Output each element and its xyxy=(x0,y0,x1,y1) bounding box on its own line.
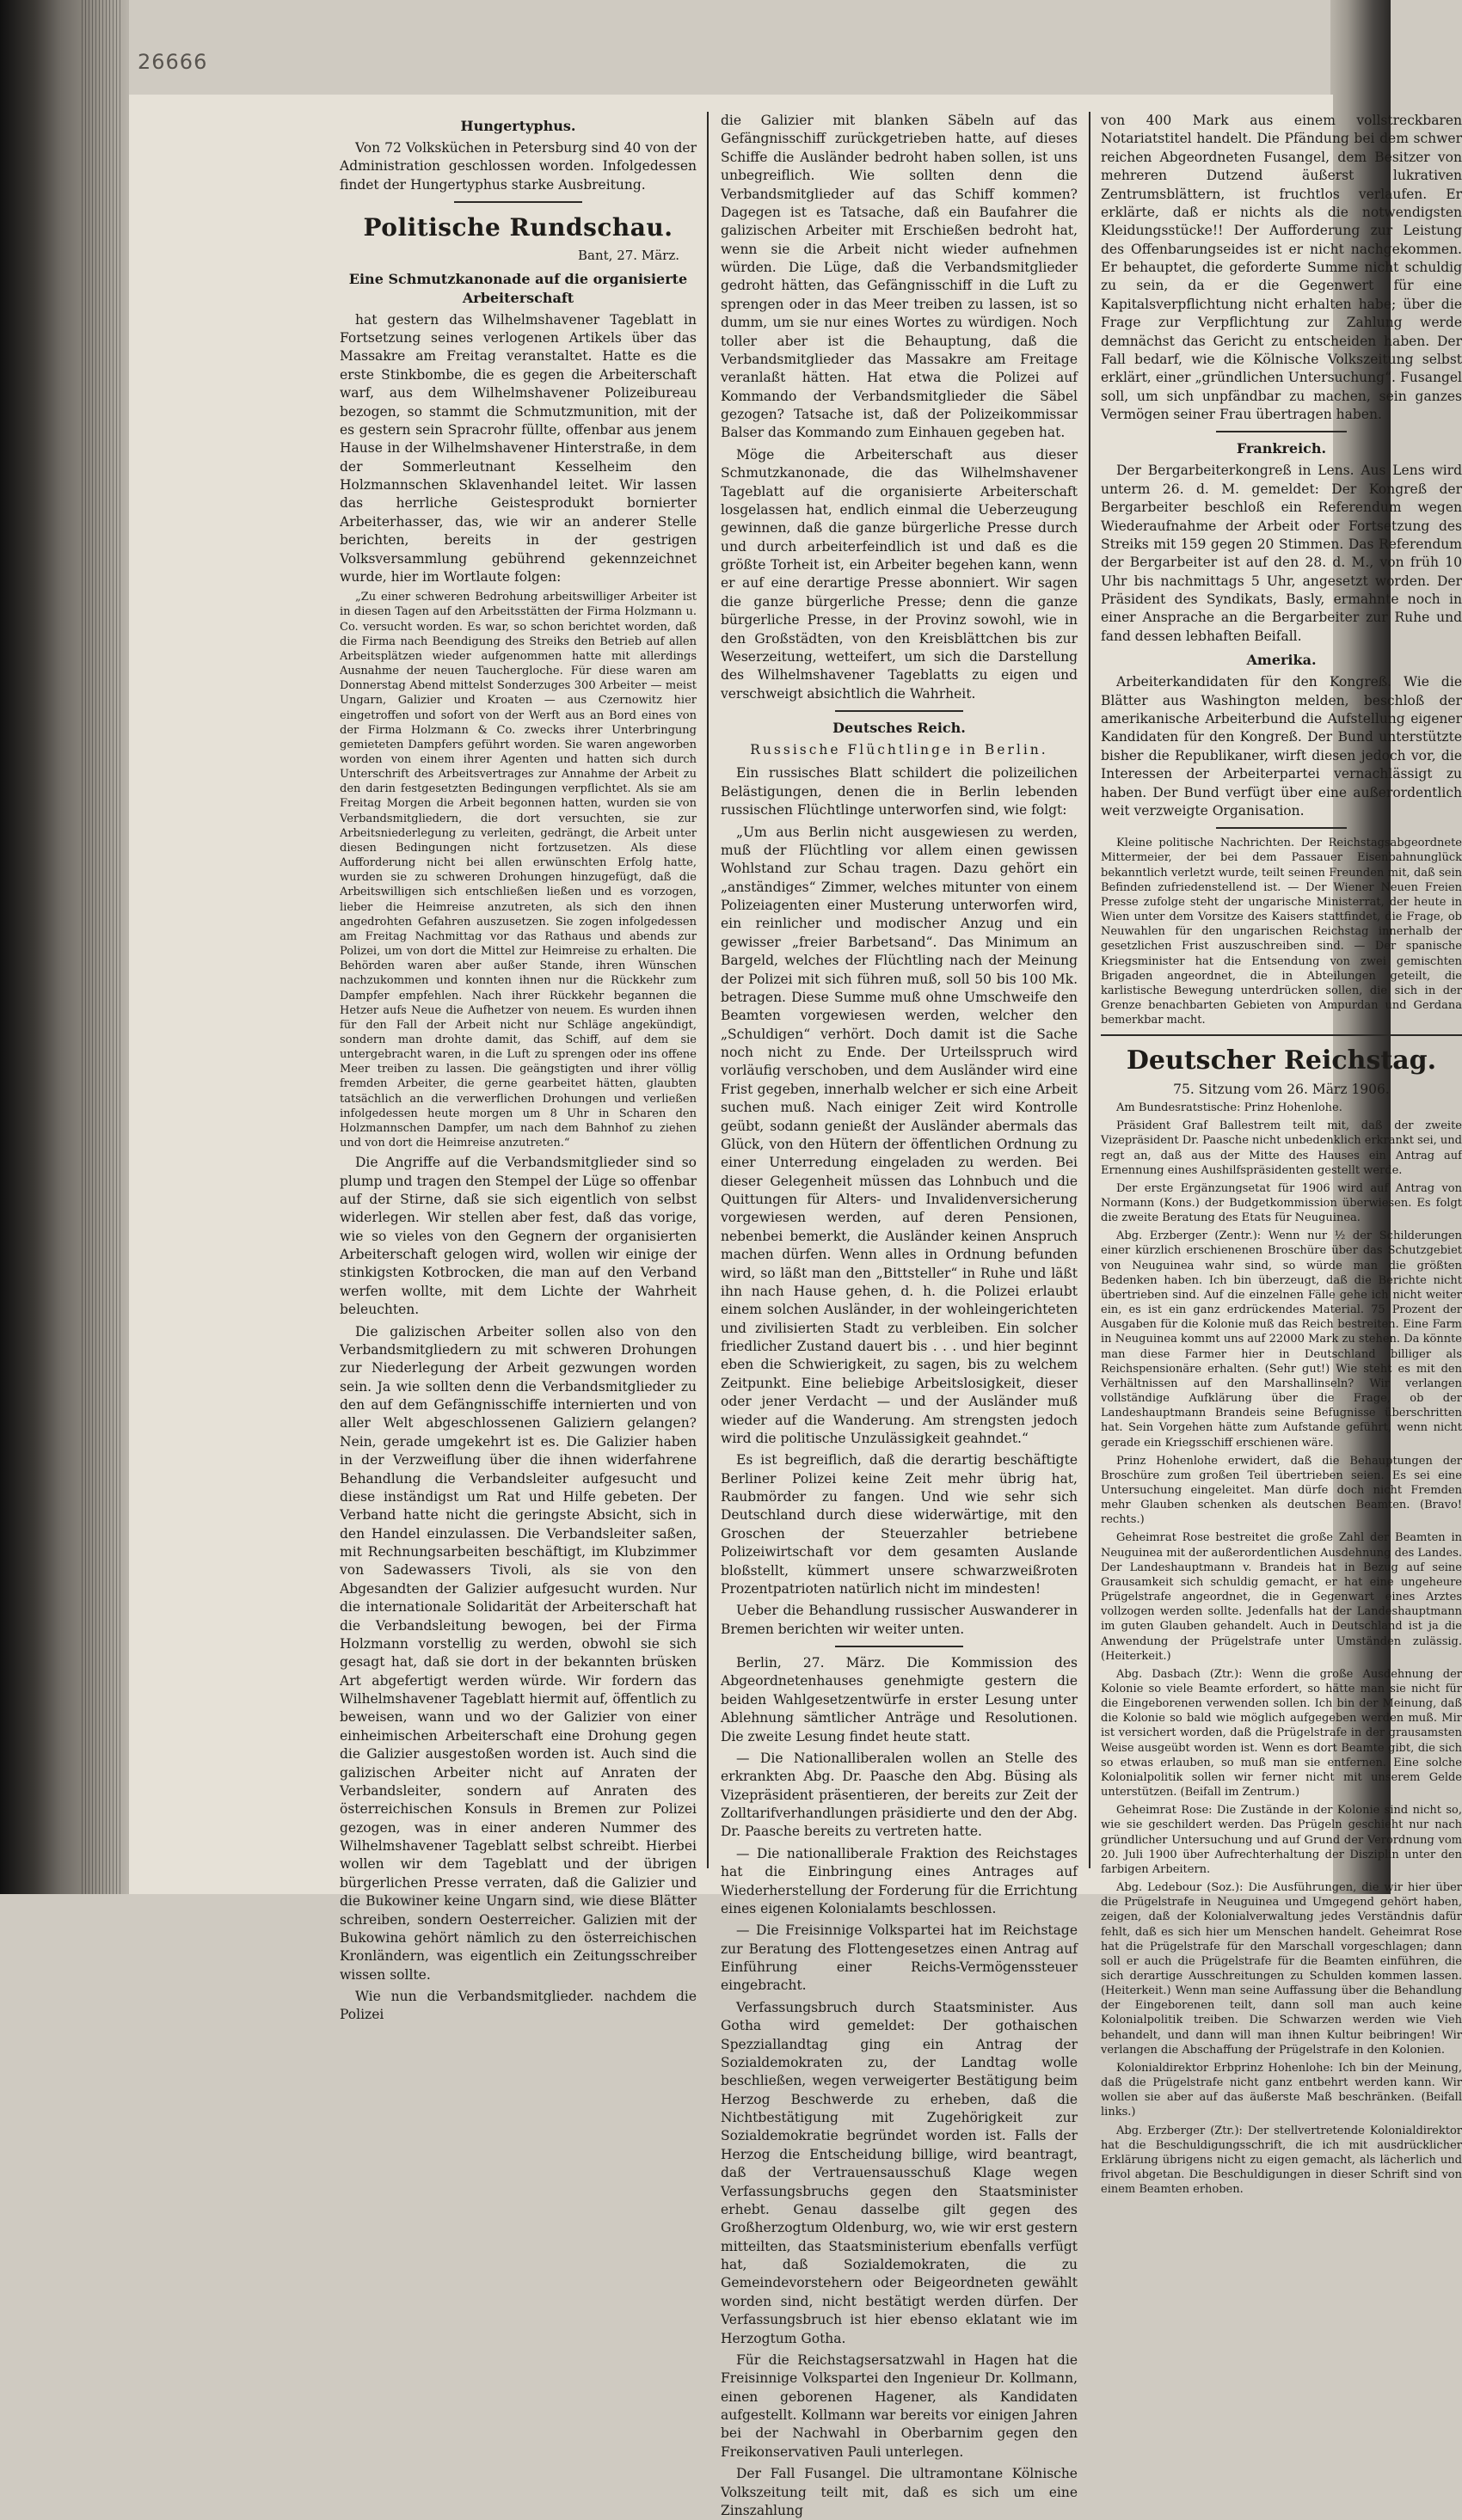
article-hungertyphus: Von 72 Volksküchen in Petersburg sind 40 von der Administration geschlossen worden. Infolgedessen findet der Hungertyphus starke Ausbreitung. xyxy=(340,140,697,193)
paragraph: Ein russisches Blatt schildert die polizeilichen Belästigungen, denen die in Berlin lebenden russischen Flüchtlinge unterworfen sind, wie folgt: xyxy=(721,765,1078,819)
heading-russische-fluechtlinge: Russische Flüchtlinge in Berlin. xyxy=(750,742,1048,758)
paragraph: — Die Nationalliberalen wollen an Stelle des erkrankten Abg. Dr. Paasche den Abg. Büsing als Vizepräsident präsentieren, der bereits zur Zeit der Zolltarifverhandlungen präsidierte und den der Abg. Dr. Paasche bereits zu vertreten hatte. xyxy=(721,1750,1078,1840)
paragraph: Geheimrat Rose: Die Zustände in der Kolonie sind nicht so, wie sie geschildert werden. Das Prügeln geschieht nur nach gründlicher Untersuchung und auf Grund der Verordnung vom 20. Juli 1900 über Aufrechterhaltung der Disziplin unter den farbigen Arbeitern. xyxy=(1101,1804,1462,1876)
paragraph: Kleine politische Nachrichten. Der Reichstagsabgeordnete Mittermeier, der bei dem Passauer Eisenbahnunglück bekanntlich verletzt wurde, teilt seinen Freunden mit, daß sein Befinden zufriedenstellend ist. — Der Wiener Neuen Freien Presse zufolge steht der ungarische Ministerrat, der heute in Wien unter dem Vorsitze des Kaisers stattfindet, die Frage, ob Neuwahlen für den ungarischen Reichstag innerhalb der gesetzlichen Frist auszuschreiben sind. — Der spanische Kriegsminister hat die Entsendung von zwei gemischten Brigaden angeordnet, die in Abteilungen geteilt, die karlistische Bewegung unterdrücken sollen, die sich in der Grenze benachbarten Gebieten von Ampurdan und Gerdana bemerkbar macht. xyxy=(1101,837,1462,1027)
paragraph: Abg. Erzberger (Ztr.): Der stellvertretende Kolonialdirektor hat die Beschuldigungsschrift, die ich mit ausdrücklicher Erklärung übrigens nicht zu eigen gemacht, als lächerlich und frivol abgetan. Die Beschuldigungen in dieser Schrift sind von einem Beamten erhoben. xyxy=(1101,2124,1462,2197)
dateline: Bant, 27. März. xyxy=(578,247,679,263)
quoted-paragraph: „Zu einer schweren Bedrohung arbeitswilliger Arbeiter ist in diesen Tagen auf den Arbeitsstätten der Firma Holzmann u. Co. versucht worden. Es war, so schon berichtet worden, daß die Firma nach Beendigung des Streiks den Betrieb auf allen Arbeitsplätzen wieder aufgenommen hatte mit allerdings Ausnahme der neuen Tauchergloche. Für diese waren am Donnerstag Abend mittelst Sonderzuges 300 Arbeiter — meist Ungarn, Galizier und Kroaten — aus Czernowitz hier eingetroffen und sofort von der Werft aus an Bord eines von der Firma Holzmann & Co. zwecks ihrer Unterbringung gemieteten Dampfers geführt worden. Sie waren angeworben worden von einem ihrer Agenten und hatten sich durch Unterschrift des Arbeitsvertrages zur Annahme der Arbeit zu den darin festgesetzten Bedingungen verpflichtet. Als sie am Freitag Morgen die Arbeit begonnen hatten, wurden sie von Verbandsmitgliedern, die dort versuchten, sie zur Arbeitsniederlegung zu verleiten, gedrängt, die Arbeit unter diesen Bedingungen nicht fortzusetzen. Als diese Aufforderung nicht bei allen erwünschten Erfolg hatte, wurden sie zu schweren Drohungen hinzugefügt, daß die Arbeitswilligen sich entschließen ließen und es vorzogen, lieber die Heimreise anzutreten, als sich den ihnen angedrohten Gefahren auszusetzen. Sie zogen infolgedessen am Freitag Nachmittag vor das Rathaus und abends zur Polizei, um von dort die Mittel zur Heimreise zu erhalten. Die Behörden waren aber außer Stande, ihren Wünschen nachzukommen und konnten ihnen nur die Rückkehr zum Dampfer empfehlen. Nach ihrer Rückkehr begannen die Hetzer aufs Neue die Aufhetzer von neuem. Es wurden ihnen für den Fall der Arbeit nicht nur Schläge angekündigt, sondern man drohte damit, das Schiff, auf dem sie untergebracht waren, in die Luft zu sprengen oder ins offene Meer treiben zu lassen. Die geängstigten und ihrer völlig fremden Arbeiter, die gerne gearbeitet hätten, glaubten tatsächlich an die verwerflichen Drohungen und verließen infolgedessen heute morgen um 8 Uhr in Scharen den Holzmannschen Dampfer, um nach dem Bahnhof zu ziehen und von dort die Heimreise anzutreten.“ xyxy=(340,591,697,1150)
column-rule-1 xyxy=(707,112,709,1868)
section-title-reichstag: Deutscher Reichstag. xyxy=(1126,1045,1437,1076)
paragraph: Die Angriffe auf die Verbandsmitglieder sind so plump und tragen den Stempel der Lüge so offenbar auf der Stirne, daß sie sich eigentlich von selbst widerlegen. Wir stellen aber fest, daß das vorige, wie so vieles von den Gegnern der organisierten Arbeiterschaft gelogen wird, wollen wir einige der stinkigsten Kotbrocken, die man auf den Verband werfen wollte, mit dem Lichte der Wahrheit beleuchten. xyxy=(340,1155,697,1318)
separator xyxy=(454,201,582,203)
heading-hungertyphus: Hungertyphus. xyxy=(460,118,576,134)
paragraph: Wie nun die Verbandsmitglieder. nachdem die Polizei xyxy=(340,1989,697,2023)
paragraph: Der Bergarbeiterkongreß in Lens. Aus Lens wird unterm 26. d. M. gemeldet: Der Kongreß der Bergarbeiter beschloß ein Referendum wegen Wiederaufnahme der Arbeit oder Fortsetzung des Streiks mit 159 gegen 20 Stimmen. Das Referendum der Bergarbeiter ist auf den 28. d. M., von früh 10 Uhr bis nachmittags 5 Uhr, angesetzt worden. Der Präsident des Syndikats, Basly, ermahnte noch in einer Ansprache an die Bergarbeiter zur Ruhe und fand dessen lebhaften Beifall. xyxy=(1101,463,1462,644)
column-2 xyxy=(721,112,1078,2518)
paragraph: — Die nationalliberale Fraktion des Reichstages hat die Einbringung eines Antrages auf Wiederherstellung der Forderung für die Errichtung eines eigenen Kolonialamts beschlossen. xyxy=(721,1845,1078,1916)
paragraph: Abg. Ledebour (Soz.): Die Ausführungen, die wir hier über die Prügelstrafe in Neuguinea und Umgegend gehört haben, zeigen, daß der Kolonialverwaltung jedes Verständnis dafür fehlt, daß es sich hier um Menschen handelt. Geheimrat Rose hat die Prügelstrafe für den Marschall vorgeschlagen; dann soll er auch die Prügelstrafe für die Beamten einführen, die sich derartige Ausschreitungen zu Schulden kommen lassen. (Heiterkeit.) Wenn man seine Auffassung über die Behandlung der Eingeborenen teilt, dann soll man auch keine Kolonialpolitik treiben. Die Schwarzen werden wie Vieh behandelt, und dann will man ihnen Kultur beibringen! Wir verlangen die Abschaffung der Prügelstrafe in den Kolonien. xyxy=(1101,1881,1462,2057)
separator xyxy=(1216,431,1346,432)
paragraph: „Um aus Berlin nicht ausgewiesen zu werden, muß der Flüchtling vor allem einen gewissen Wohlstand zur Schau tragen. Dazu gehört ein „anständiges“ Zimmer, welches mitunter von einem Polizeiagenten einer Musterung unterworfen wird, ein reinlicher und modischer Anzug und ein gewisser „freier Barbetsand“. Das Minimum an Bargeld, welches der Flüchtling nach der Meinung der Polizei mit sich führen muß, soll 50 bis 100 Mk. betragen. Diese Summe muß ohne Umschweife den Beamten vorgewiesen werden, welcher den „Schuldigen“ verhört. Doch damit ist die Sache noch nicht zu Ende. Der Urteilsspruch wird vorläufig verschoben, und dem Ausländer wird eine Frist gegeben, innerhalb welcher er sich eine Arbeit suchen muß. Nach einiger Zeit wird Kontrolle geübt, sodann genießt der Ausländer abermals das Glück, von den Hütern der öffentlichen Ordnung zu einer Unterredung eingeladen zu werden. Bei dieser Gelegenheit müssen das Lohnbuch und die Quittungen für Alters- und Invalidenversicherung vorgewiesen werden, auf deren Pensionen, nebenbei bemerkt, die Ausländer keinen Anspruch machen dürfen. Wenn alles in Ordnung befunden wird, so läßt man den „Bittsteller“ in Ruhe und läßt ihn nach Hause gehen, d. h. die Polizei erlaubt einem solchen Ausländer, in der wohleingerichteten und zivilisierten Stadt zu verbleiben. Ein solcher friedlicher Zustand dauert bis . . . und hier beginnt eben die Schwierigkeit, zu sagen, bis zu welchem Zeitpunkt. Eine beliebige Arbeitslosigkeit, dieser oder jener Verdacht — und der Ausländer muß wieder auf die Wanderung. Am strengsten jedoch wird die politische Unzulässigkeit geahndet.“ xyxy=(721,824,1078,1446)
paragraph: Ueber die Behandlung russischer Auswanderer in Bremen berichten wir weiter unten. xyxy=(721,1603,1078,1637)
paragraph: — Die Freisinnige Volkspartei hat im Reichstage zur Beratung des Flottengesetzes einen Antrag auf Einführung einer Reichs-Vermögenssteuer eingebracht. xyxy=(721,1922,1078,1994)
paragraph: Präsident Graf Ballestrem teilt mit, daß der zweite Vizepräsident Dr. Paasche nicht unbedenklich erkrankt sei, und regt an, daß aus der Mitte des Hauses ein Antrag auf Ernennung eines Aushilfspräsidenten gestellt werde. xyxy=(1101,1119,1462,1177)
session-line: 75. Sitzung vom 26. März 1906. xyxy=(1173,1081,1390,1097)
paragraph: von 400 Mark aus einem vollstreckbaren Notariatstitel handelt. Die Pfändung bei dem schwer reichen Abgeordneten Fusangel, dem Besitzer von mehreren Dutzend äußerst lukrativen Zentrumsblättern, ist fruchtlos verlaufen. Er erklärte, daß er nichts als die notwendigsten Kleidungsstücke!! Der Aufforderung zur Leistung des Offenbarungseides ist er nicht nachgekommen. Er behauptet, die geforderte Summe nicht schuldig zu sein, da er die Gegenwert für eine Kapitalsverpflichtung nicht erhalten habe; über die Frage zur Verpflichtung zur Zahlung werde demnächst das Gericht zu entscheiden haben. Der Fall bedarf, wie die Kölnische Volkszeitung selbst erklärt, einer „gründlichen Untersuchung“. Fusangel soll, um sich unpfändbar zu machen, sein ganzes Vermögen seiner Frau übertragen haben. xyxy=(1101,113,1462,422)
paragraph: Berlin, 27. März. Die Kommission des Abgeordnetenhauses genehmigte gestern die beiden Wahlgesetzentwürfe in erster Lesung unter Ablehnung sämtlicher Anträge und Resolutionen. Die zweite Lesung findet heute statt. xyxy=(721,1655,1078,1744)
column-1 xyxy=(340,112,697,2023)
paragraph: Für die Reichstagsersatzwahl in Hagen hat die Freisinnige Volkspartei den Ingenieur Dr. Kollmann, einen geborenen Hagener, als Kandidaten aufgestellt. Kollmann war bereits vor einigen Jahren bei der Nachwahl in Oberbarnim gegen den Freikonservativen Pauli unterlegen. xyxy=(721,2351,1078,2460)
paragraph: die Galizier mit blanken Säbeln auf das Gefängnisschiff zurückgetrieben hatte, auf dieses Schiffe die Ausländer bedroht haben sollen, ist uns unbegreiflich. Wie sollten denn die Verbandsmitglieder auf das Schiff kommen? Dagegen ist es Tatsache, daß ein Baufahrer die galizischen Arbeiter mit Erschießen bedroht hat, wenn sie die Arbeit nicht wieder aufnehmen würden. Die Lüge, daß die Verbandsmitglieder gedroht hätten, das Gefängnisschiff in die Luft zu sprengen oder in das Meer treiben zu lassen, ist so dumm, um sie nur eines Wortes zu würdigen. Noch toller aber ist die Behauptung, daß die Verbandsmitglieder das Massakre am Freitage veranlaßt hätten. Hat etwa die Polizei auf Kommando der Verbandsmitglieder die Säbel gezogen? Tatsache ist, daß der Polizeikommissar Balser das Kommando zum Einhauen gegeben hat. xyxy=(721,113,1078,441)
paragraph: Abg. Erzberger (Zentr.): Wenn nur ½ der Schilderungen einer kürzlich erschienenen Broschüre über das Schutzgebiet von Neuguinea wahr sind, so würde man die größten Bedenken haben. Ich bin überzeugt, daß die Berichte nicht übertrieben sind. Auf die einzelnen Fälle gehe ich nicht weiter ein, es ist ein ganz erdrückendes Material. 75 Prozent der Ausgaben für die Kolonie muß das Reich bestreiten. Eine Farm in Neuguinea kommt uns auf 22000 Mark zu stehen. Da könnte man diese Farmer hier in Deutschland billiger als Reichspensionäre erhalten. (Sehr gut!) Wie steht es mit den Verhältnissen auf den Marshallinseln? Wir verlangen vollständige Aufklärung über die Frage, ob der Landeshauptmann Brandeis seine Befugnisse überschritten hat. Sein Vorgehen hätte zum Aufstande geführt, wenn nicht gerade ein Kriegsschiff erschienen wäre. xyxy=(1101,1229,1462,1450)
paragraph: Es ist begreiflich, daß die derartig beschäftigte Berliner Polizei keine Zeit mehr übrig hat, Raubmörder zu fangen. Und wie sehr sich Deutschland durch diese widerwärtige, mit den Groschen der Steuerzahler betriebene Polizeiwirtschaft vor dem gesamten Auslande bloßstellt, kümmert unsere schwarzweißroten Prozentpatrioten natürlich nicht im mindesten! xyxy=(721,1452,1078,1597)
paragraph: Verfassungsbruch durch Staatsminister. Aus Gotha wird gemeldet: Der gothaischen Spezziallandtag ging ein Antrag der Sozialdemokraten zu, der Landtag wolle beschließen, wegen verweigerter Bestätigung beim Herzog Beschwerde zu erheben, daß die Nichtbestätigung mit Zugehörigkeit zur Sozialdemokratie begründet worden ist. Falls der Herzog die Entscheidung billige, wird beantragt, daß der Vertrauensausschuß Klage wegen Verfassungsbruchs gegen den Staatsminister erhebt. Genau dasselbe gilt gegen des Großherzogtum Oldenburg, wo, wie wir erst gestern mitteilten, das Staatsministerium ebenfalls verfügt hat, daß Sozialdemokraten, die zu Gemeindevorstehern oder Beigeordneten gewählt worden sind, nicht bestätigt werden dürfen. Der Verfassungsbruch ist hier ebenso eklatant wie im Herzogtum Gotha. xyxy=(721,1999,1078,2346)
section-title-deutsches-reich: Deutsches Reich. xyxy=(832,720,966,736)
column-3 xyxy=(1101,112,1462,2197)
paragraph: Am Bundesratstische: Prinz Hohenlohe. xyxy=(1116,1101,1342,1115)
binding-edge xyxy=(82,0,120,1894)
column-rule-2 xyxy=(1089,112,1090,1868)
paragraph: Prinz Hohenlohe erwidert, daß die Behauptungen der Broschüre zum großen Teil übertrieben seien. Es sei eine Untersuchung eingeleitet. Man dürfe doch nicht Fremden mehr Glauben schenken als deutschen Beamten. (Bravo! rechts.) xyxy=(1101,1454,1462,1527)
paragraph: Möge die Arbeiterschaft aus dieser Schmutzkanonade, die das Wilhelmshavener Tageblatt auf die organisierte Arbeiterschaft losgelassen hat, endlich einmal die Ueberzeugung gewinnen, daß die ganze bürgerliche Presse durch und durch arbeiterfeindlich ist und daß es die größte Torheit ist, ein Arbeiter begehen kann, wenn er auf eine derartige Presse abonniert. Wir sagen die ganze bürgerliche Presse; denn die ganze bürgerliche Presse, in der Provinz sowohl, wie in den Großstädten, von den Kreisblättchen bis zur Weserzeitung, wetteifert, um sich die Darstellung des Wilhelmshavener Tageblatts zu eigen und verschweigt absichtlich die Wahrheit. xyxy=(721,446,1078,702)
separator xyxy=(1216,827,1346,829)
section-title-frankreich: Frankreich. xyxy=(1236,440,1327,457)
paragraph: Der erste Ergänzungsetat für 1906 wird auf Antrag von Normann (Kons.) der Budgetkommission überwiesen. Es folgt die zweite Beratung des Etats für Neuguinea. xyxy=(1101,1181,1462,1225)
paragraph: hat gestern das Wilhelmshavener Tageblatt in Fortsetzung seines verlogenen Artikels über das Massakre am Freitag veranstaltet. Hatte es die erste Stinkbombe, die es gegen die Arbeiterschaft warf, aus dem Wilhelmshavener Polizeibureau bezogen, so stammt die Schmutzmunition, mit der es gestern sein Spracrohr füllte, offenbar aus jenem Hause in der Wilhelmshavener Hinterstraße, in dem der Sommerleutnant Kesselheim den Holzmannschen Sklavenhandel leitet. Wir lassen das herrliche Geistesprodukt bornierter Arbeiterhasser, das, wie wir an anderer Stelle berichten, bereits in der gestrigen Volksversammlung gebührend gekennzeichnet wurde, hier im Wortlaute folgen: xyxy=(340,311,697,585)
separator xyxy=(835,710,963,712)
paragraph: Arbeiterkandidaten für den Kongreß. Wie die Blätter aus Washington melden, beschloß der amerikanische Arbeiterbund die Aufstellung eigener Kandidaten für den Kongreß. Der Bund unterstützte bisher die Republikaner, wirft diesen jedoch vor, die Interessen der Arbeiterpartei vernachlässigt zu haben. Der Bund verfügt über eine außerordentlich weit verzweigte Organisation. xyxy=(1101,674,1462,819)
separator xyxy=(835,1646,963,1647)
paragraph: Kolonialdirektor Erbprinz Hohenlohe: Ich bin der Meinung, daß die Prügelstrafe nicht ganz entbehrt werden kann. Wir wollen sie aber auf das äußerste Maß beschränken. (Beifall links.) xyxy=(1101,2061,1462,2119)
book-binding xyxy=(0,0,129,1894)
section-title-amerika: Amerika. xyxy=(1246,652,1317,669)
paragraph: Geheimrat Rose bestreitet die große Zahl der Beamten in Neuguinea mit der außerordentlichen Ausdehnung des Landes. Der Landeshauptmann v. Brandeis hat in Bezug auf seine Grausamkeit sich schuldig gemacht, er hat eine ungeheure Prügelstrafe angeordnet, die in Gegenwart eines Arztes vollzogen werden sollte. Jedenfalls hat der Landeshauptmann im guten Glauben gehandelt. Auch in Deutschland ist ja die Anwendung der Prügelstrafe unter Umständen zulässig. (Heiterkeit.) xyxy=(1101,1531,1462,1663)
section-title-rundschau: Politische Rundschau. xyxy=(363,213,673,242)
separator xyxy=(1101,1034,1462,1036)
archive-stamp: 26666 xyxy=(138,50,208,74)
paragraph: Der Fall Fusangel. Die ultramontane Kölnische Volkszeitung teilt mit, daß es sich um eine Zinszahlung xyxy=(721,2466,1078,2518)
paragraph: Abg. Dasbach (Ztr.): Wenn die große Ausdehnung der Kolonie so viele Beamte erfordert, so hätte man sie nicht für die Eingeborenen verwenden sollen. Ich bin der Meinung, daß die Kolonie so bald wie möglich aufgegeben werden muß. Mir ist versichert worden, daß die Prügelstrafe in der grausamsten Weise ausgeübt worden ist. Wenn es dort Beamte gibt, die sich so etwas erlauben, so muß man sie entfernen. Eine solche Kolonialpolitik sollen wir ferner nicht mit unserem Gelde unterstützen. (Beifall im Zentrum.) xyxy=(1101,1667,1462,1800)
paragraph: Die galizischen Arbeiter sollen also von den Verbandsmitgliedern zu mit schweren Drohungen zur Niederlegung der Arbeit gezwungen worden sein. Ja wie sollten denn die Verbandsmitglieder zu den auf dem Gefängnisschiffe internierten und von aller Welt abgeschlossenen Galiziern gelangen? Nein, gerade umgekehrt ist es. Die Galizier haben in der Verzweiflung über die ihnen widerfahrene Behandlung die Verbandsleiter aufgesucht und diese inständigst um Rat und Hilfe gebeten. Der Verband hatte nicht die geringste Absicht, sich in den Handel einzulassen. Die Verbandsleiter saßen, mit Rechnungsarbeiten beschäftigt, im Klubzimmer von Sadewassers Tivoli, als sie von den Abgesandten der Galizier aufgesucht wurden. Nur die internationale Solidarität der Arbeiterschaft hat die Verbandsleitung bewogen, bei der Firma Holzmann vorstellig zu werden, obwohl sie sich gesagt hat, daß sie dort in der bekannten brüsken Art abgefertigt werden würde. Wir fordern das Wilhelmshavener Tageblatt hiermit auf, öffentlich zu beweisen, wann und wo der Galizier von einer einheimischen Arbeiterschaft eine Drohung gegen die Galizier ausgestoßen worden ist. Auch sind die galizischen Arbeiter nicht auf Anraten der Verbandsleiter, sondern auf Anraten des österreichischen Konsuls in Bremen zur Polizei gezogen, was in einer anderen Nummer des Wilhelmshavener Tageblatt selbst schreibt. Hierbei wollen wir dem Tageblatt und der übrigen bürgerlichen Presse verraten, daß die Galizier und die Bukowiner keine Ungarn sind, wie diese Blätter schreiben, sondern Oesterreicher. Galizien mit der Bukowina gehört nämlich zu den österreichischen Kronländern, was eigentlich ein Zeitungsschreiber wissen sollte. xyxy=(340,1323,697,1983)
heading-schmutzkanonade: Eine Schmutzkanonade auf die organisierte Arbeiterschaft xyxy=(348,270,688,306)
